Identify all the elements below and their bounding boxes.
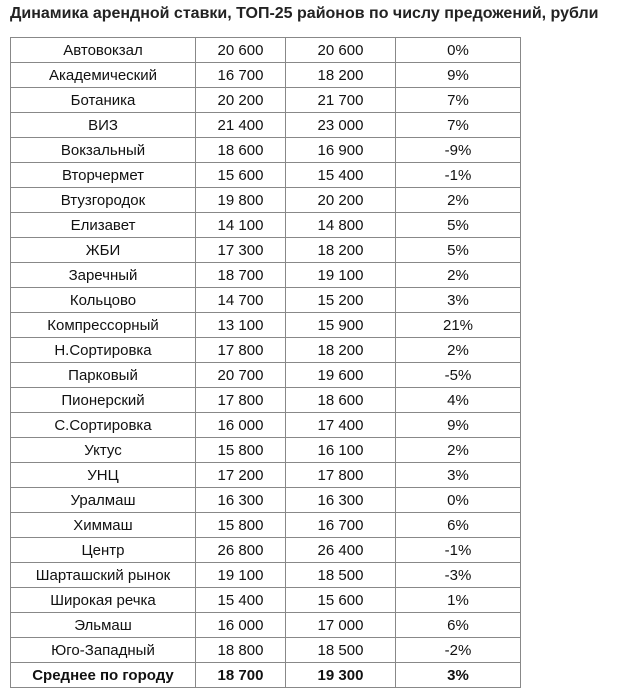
table-row: [11, 263, 521, 288]
rent-after-cell: 18 200: [286, 63, 396, 88]
change-cell: 2%: [396, 338, 521, 363]
rent-after-cell: 18 200: [286, 238, 396, 263]
rent-after-cell: 15 200: [286, 288, 396, 313]
rent-after-cell: 14 800: [286, 213, 396, 238]
change-cell: -9%: [396, 138, 521, 163]
change-cell: -2%: [396, 638, 521, 663]
change-cell: 2%: [396, 188, 521, 213]
rent-after-cell: 19 600: [286, 363, 396, 388]
table-title: Динамика арендной ставки, ТОП-25 районов по числу предожений, рубли: [10, 5, 599, 22]
district-cell: Кольцово: [11, 288, 196, 313]
rent-before-cell: 17 800: [196, 338, 286, 363]
change-cell: 9%: [396, 63, 521, 88]
total-rent-before-cell: 18 700: [196, 663, 286, 688]
change-cell: 3%: [396, 288, 521, 313]
change-cell: 7%: [396, 88, 521, 113]
district-cell: Елизавет: [11, 213, 196, 238]
district-cell: Эльмаш: [11, 613, 196, 638]
change-cell: 4%: [396, 388, 521, 413]
table-row: [11, 288, 521, 313]
district-cell: Химмаш: [11, 513, 196, 538]
rent-before-cell: 20 200: [196, 88, 286, 113]
rent-after-cell: 16 300: [286, 488, 396, 513]
rent-after-cell: 20 600: [286, 38, 396, 63]
rent-before-cell: 19 800: [196, 188, 286, 213]
district-cell: Шарташский рынок: [11, 563, 196, 588]
table-row: [11, 488, 521, 513]
district-cell: УНЦ: [11, 463, 196, 488]
district-cell: С.Сортировка: [11, 413, 196, 438]
rent-after-cell: 20 200: [286, 188, 396, 213]
rent-before-cell: 15 600: [196, 163, 286, 188]
district-cell: Центр: [11, 538, 196, 563]
district-cell: Втузгородок: [11, 188, 196, 213]
change-cell: 5%: [396, 213, 521, 238]
table-body: [11, 38, 521, 688]
total-rent-after-cell: 19 300: [286, 663, 396, 688]
rent-after-cell: 18 600: [286, 388, 396, 413]
district-cell: Вторчермет: [11, 163, 196, 188]
table-row: [11, 538, 521, 563]
change-cell: 7%: [396, 113, 521, 138]
rent-after-cell: 15 600: [286, 588, 396, 613]
table-row: [11, 213, 521, 238]
change-cell: 2%: [396, 438, 521, 463]
table-row: [11, 138, 521, 163]
table-row: [11, 63, 521, 88]
change-cell: 3%: [396, 463, 521, 488]
table-row: [11, 588, 521, 613]
district-cell: ВИЗ: [11, 113, 196, 138]
district-cell: Уктус: [11, 438, 196, 463]
district-cell: Широкая речка: [11, 588, 196, 613]
table-row: [11, 613, 521, 638]
rent-before-cell: 17 200: [196, 463, 286, 488]
district-cell: Юго-Западный: [11, 638, 196, 663]
table-row: [11, 188, 521, 213]
district-cell: Вокзальный: [11, 138, 196, 163]
district-cell: Компрессорный: [11, 313, 196, 338]
rent-after-cell: 16 900: [286, 138, 396, 163]
district-cell: Заречный: [11, 263, 196, 288]
rent-before-cell: 18 800: [196, 638, 286, 663]
total-change-cell: 3%: [396, 663, 521, 688]
change-cell: 9%: [396, 413, 521, 438]
rent-before-cell: 20 600: [196, 38, 286, 63]
rent-dynamics-table: [10, 37, 521, 688]
district-cell: Автовокзал: [11, 38, 196, 63]
rent-after-cell: 19 100: [286, 263, 396, 288]
rent-before-cell: 15 800: [196, 438, 286, 463]
table-row: [11, 238, 521, 263]
rent-before-cell: 26 800: [196, 538, 286, 563]
change-cell: -1%: [396, 538, 521, 563]
change-cell: -5%: [396, 363, 521, 388]
table-row: [11, 463, 521, 488]
table-row: [11, 113, 521, 138]
table-row: [11, 413, 521, 438]
rent-before-cell: 14 100: [196, 213, 286, 238]
rent-after-cell: 17 000: [286, 613, 396, 638]
table-row: [11, 563, 521, 588]
rent-before-cell: 19 100: [196, 563, 286, 588]
rent-after-cell: 18 500: [286, 563, 396, 588]
change-cell: 5%: [396, 238, 521, 263]
rent-before-cell: 14 700: [196, 288, 286, 313]
total-row: [11, 663, 521, 688]
rent-after-cell: 21 700: [286, 88, 396, 113]
change-cell: 0%: [396, 38, 521, 63]
table-row: [11, 88, 521, 113]
district-cell: Парковый: [11, 363, 196, 388]
rent-after-cell: 16 100: [286, 438, 396, 463]
table-row: [11, 513, 521, 538]
district-cell: Н.Сортировка: [11, 338, 196, 363]
rent-after-cell: 23 000: [286, 113, 396, 138]
district-cell: Академический: [11, 63, 196, 88]
change-cell: -1%: [396, 163, 521, 188]
table-row: [11, 363, 521, 388]
rent-before-cell: 17 800: [196, 388, 286, 413]
rent-after-cell: 16 700: [286, 513, 396, 538]
rent-before-cell: 16 000: [196, 613, 286, 638]
rent-after-cell: 26 400: [286, 538, 396, 563]
table-row: [11, 163, 521, 188]
district-cell: ЖБИ: [11, 238, 196, 263]
district-cell: Пионерский: [11, 388, 196, 413]
change-cell: 6%: [396, 513, 521, 538]
change-cell: 6%: [396, 613, 521, 638]
change-cell: 1%: [396, 588, 521, 613]
rent-before-cell: 18 700: [196, 263, 286, 288]
table-row: [11, 638, 521, 663]
rent-before-cell: 20 700: [196, 363, 286, 388]
rent-before-cell: 16 700: [196, 63, 286, 88]
rent-before-cell: 16 000: [196, 413, 286, 438]
rent-after-cell: 15 900: [286, 313, 396, 338]
rent-before-cell: 18 600: [196, 138, 286, 163]
rent-before-cell: 17 300: [196, 238, 286, 263]
change-cell: 21%: [396, 313, 521, 338]
rent-after-cell: 17 800: [286, 463, 396, 488]
rent-before-cell: 13 100: [196, 313, 286, 338]
rent-before-cell: 16 300: [196, 488, 286, 513]
rent-before-cell: 21 400: [196, 113, 286, 138]
table-row: [11, 338, 521, 363]
table-row: [11, 388, 521, 413]
district-cell: Уралмаш: [11, 488, 196, 513]
rent-before-cell: 15 400: [196, 588, 286, 613]
rent-after-cell: 15 400: [286, 163, 396, 188]
table-row: [11, 313, 521, 338]
table-row: [11, 38, 521, 63]
change-cell: 2%: [396, 263, 521, 288]
rent-before-cell: 15 800: [196, 513, 286, 538]
rent-after-cell: 17 400: [286, 413, 396, 438]
district-cell: Ботаника: [11, 88, 196, 113]
change-cell: 0%: [396, 488, 521, 513]
table-row: [11, 438, 521, 463]
total-district-cell: Среднее по городу: [11, 663, 196, 688]
rent-after-cell: 18 500: [286, 638, 396, 663]
change-cell: -3%: [396, 563, 521, 588]
rent-after-cell: 18 200: [286, 338, 396, 363]
